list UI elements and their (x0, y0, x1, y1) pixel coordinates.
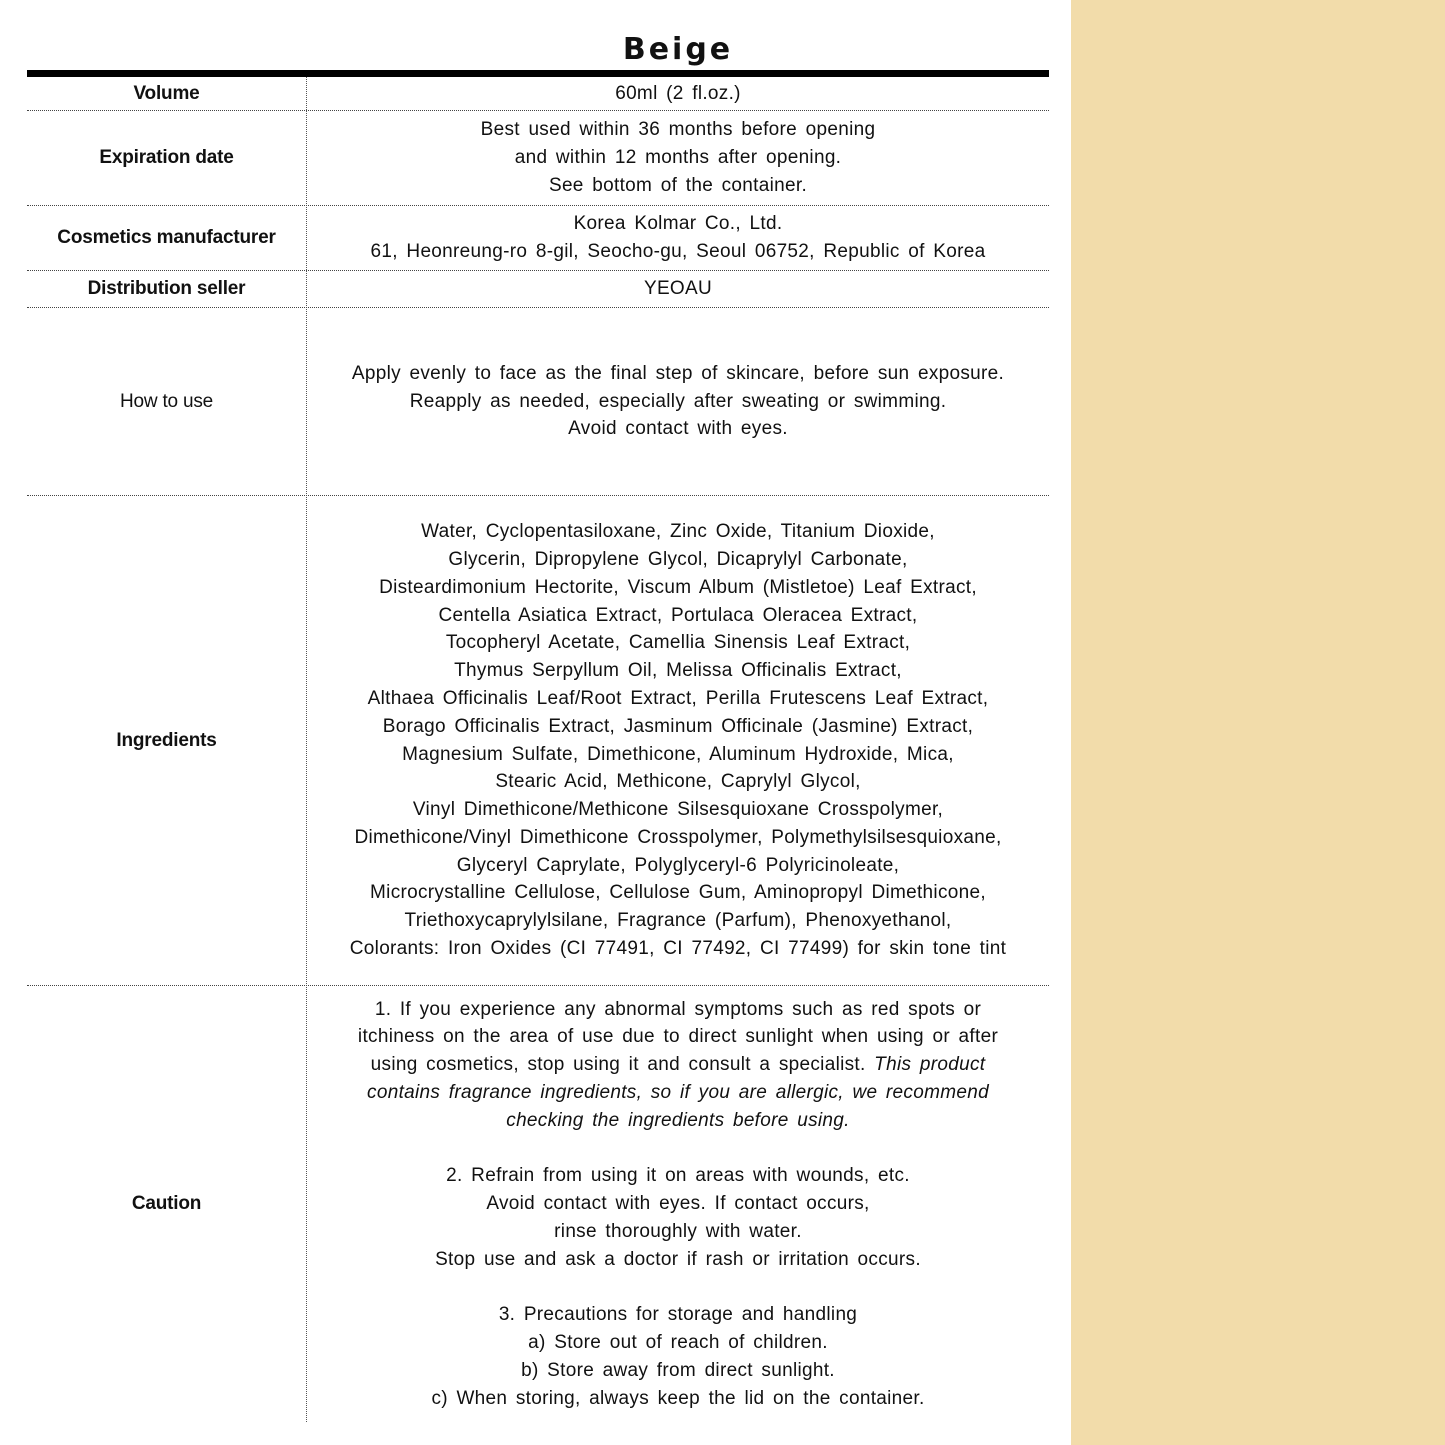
row-ingredients (27, 496, 1049, 986)
how-to-use-line: Apply evenly to face as the final step of skincare, before sun exposure. (351, 362, 1005, 384)
side-color-panel (1071, 0, 1445, 1445)
row-manufacturer (27, 206, 1049, 271)
caution-line: Stop use and ask a doctor if rash or irritation occurs. (435, 1248, 921, 1270)
caution-line: checking the ingredients before using. (506, 1109, 850, 1131)
caution-line: rinse thoroughly with water. (554, 1220, 802, 1242)
volume-text: 60ml (2 fl.oz.) (615, 82, 741, 104)
ingredients-line: Microcrystalline Cellulose, Cellulose Gum, Aminopropyl Dimethicone, (370, 882, 986, 904)
caution-line: b) Store away from direct sunlight. (521, 1359, 835, 1381)
label-caution: Caution (131, 1193, 202, 1214)
value-ingredients (307, 496, 1049, 985)
row-how-to-use (27, 308, 1049, 496)
label-how-to-use: How to use (119, 390, 214, 412)
row-seller (27, 271, 1049, 308)
label-ingredients: Ingredients (116, 729, 217, 751)
ingredients-line: Colorants: Iron Oxides (CI 77491, CI 77492, CI 77499) for skin tone tint (349, 938, 1007, 960)
caution-line: 1. If you experience any abnormal symptoms such as red spots or (374, 998, 982, 1020)
caution-line: a) Store out of reach of children. (528, 1332, 828, 1354)
product-info-sheet (27, 0, 1049, 1445)
ingredients-line: Vinyl Dimethicone/Methicone Silsesquioxane Crosspolymer, (412, 799, 944, 821)
ingredients-line: Centella Asiatica Extract, Portulaca Oleracea Extract, (438, 604, 918, 626)
caution-italic-text: This product (874, 1054, 986, 1076)
row-volume (27, 77, 1049, 111)
expiration-line: Best used within 36 months before opening (480, 119, 876, 141)
caution-line: c) When storing, always keep the lid on the container. (431, 1387, 925, 1409)
ingredients-line: Stearic Acid, Methicone, Caprylyl Glycol, (495, 771, 861, 793)
label-seller: Distribution seller (87, 278, 246, 299)
caution-line: itchiness on the area of use due to direct sunlight when using or after (357, 1026, 999, 1048)
ingredients-line: Borago Officinalis Extract, Jasminum Officinale (Jasmine) Extract, (382, 715, 974, 737)
expiration-line: and within 12 months after opening. (514, 147, 842, 169)
ingredients-line: Disteardimonium Hectorite, Viscum Album (Mistletoe) Leaf Extract, (379, 576, 977, 598)
caution-line: 3. Precautions for storage and handling (498, 1304, 858, 1326)
caution-plain-text: using cosmetics, stop using it and consult a specialist. (370, 1054, 866, 1076)
caution-line: 2. Refrain from using it on areas with wounds, etc. (446, 1165, 910, 1187)
value-volume (307, 77, 1049, 110)
value-manufacturer (307, 206, 1049, 270)
value-how-to-use (307, 308, 1049, 495)
label-volume: Volume (133, 82, 200, 104)
how-to-use-line: Avoid contact with eyes. (568, 418, 788, 440)
expiration-line: See bottom of the container. (548, 174, 808, 196)
manufacturer-line: Korea Kolmar Co., Ltd. (573, 213, 783, 235)
ingredients-line: Thymus Serpyllum Oil, Melissa Officinalis Extract, (454, 660, 902, 682)
manufacturer-line: 61, Heonreung-ro 8-gil, Seocho-gu, Seoul 06752, Republic of Korea (370, 241, 986, 262)
ingredients-line: Glycerin, Dipropylene Glycol, Dicaprylyl Carbonate, (448, 548, 908, 570)
caution-line (371, 1051, 986, 1079)
product-title: Beige (622, 32, 734, 67)
row-caution (27, 986, 1049, 1422)
value-seller (307, 271, 1049, 307)
ingredients-line: Glyceryl Caprylate, Polyglyceryl-6 Polyricinoleate, (456, 854, 900, 876)
ingredients-line: Triethoxycaprylylsilane, Fragrance (Parfum), Phenoxyethanol, (404, 910, 952, 932)
ingredients-line: Magnesium Sulfate, Dimethicone, Aluminum Hydroxide, Mica, (402, 743, 954, 765)
ingredients-line: Water, Cyclopentasiloxane, Zinc Oxide, Titanium Dioxide, (421, 521, 935, 543)
seller-text: YEOAU (643, 278, 713, 300)
ingredients-line: Tocopheryl Acetate, Camellia Sinensis Leaf Extract, (445, 632, 911, 654)
caution-line: contains fragrance ingredients, so if you are allergic, we recommend (367, 1081, 989, 1103)
label-expiration: Expiration date (99, 147, 234, 168)
label-manufacturer: Cosmetics manufacturer (57, 227, 276, 248)
ingredients-line: Dimethicone/Vinyl Dimethicone Crosspolymer, Polymethylsilsesquioxane, (354, 826, 1002, 848)
row-expiration (27, 111, 1049, 206)
title-rule (27, 70, 1049, 77)
how-to-use-line: Reapply as needed, especially after sweating or swimming. (409, 390, 947, 412)
value-caution (307, 986, 1049, 1422)
caution-line: Avoid contact with eyes. If contact occurs, (486, 1193, 870, 1215)
ingredients-line: Althaea Officinalis Leaf/Root Extract, Perilla Frutescens Leaf Extract, (367, 687, 989, 709)
value-expiration (307, 111, 1049, 205)
